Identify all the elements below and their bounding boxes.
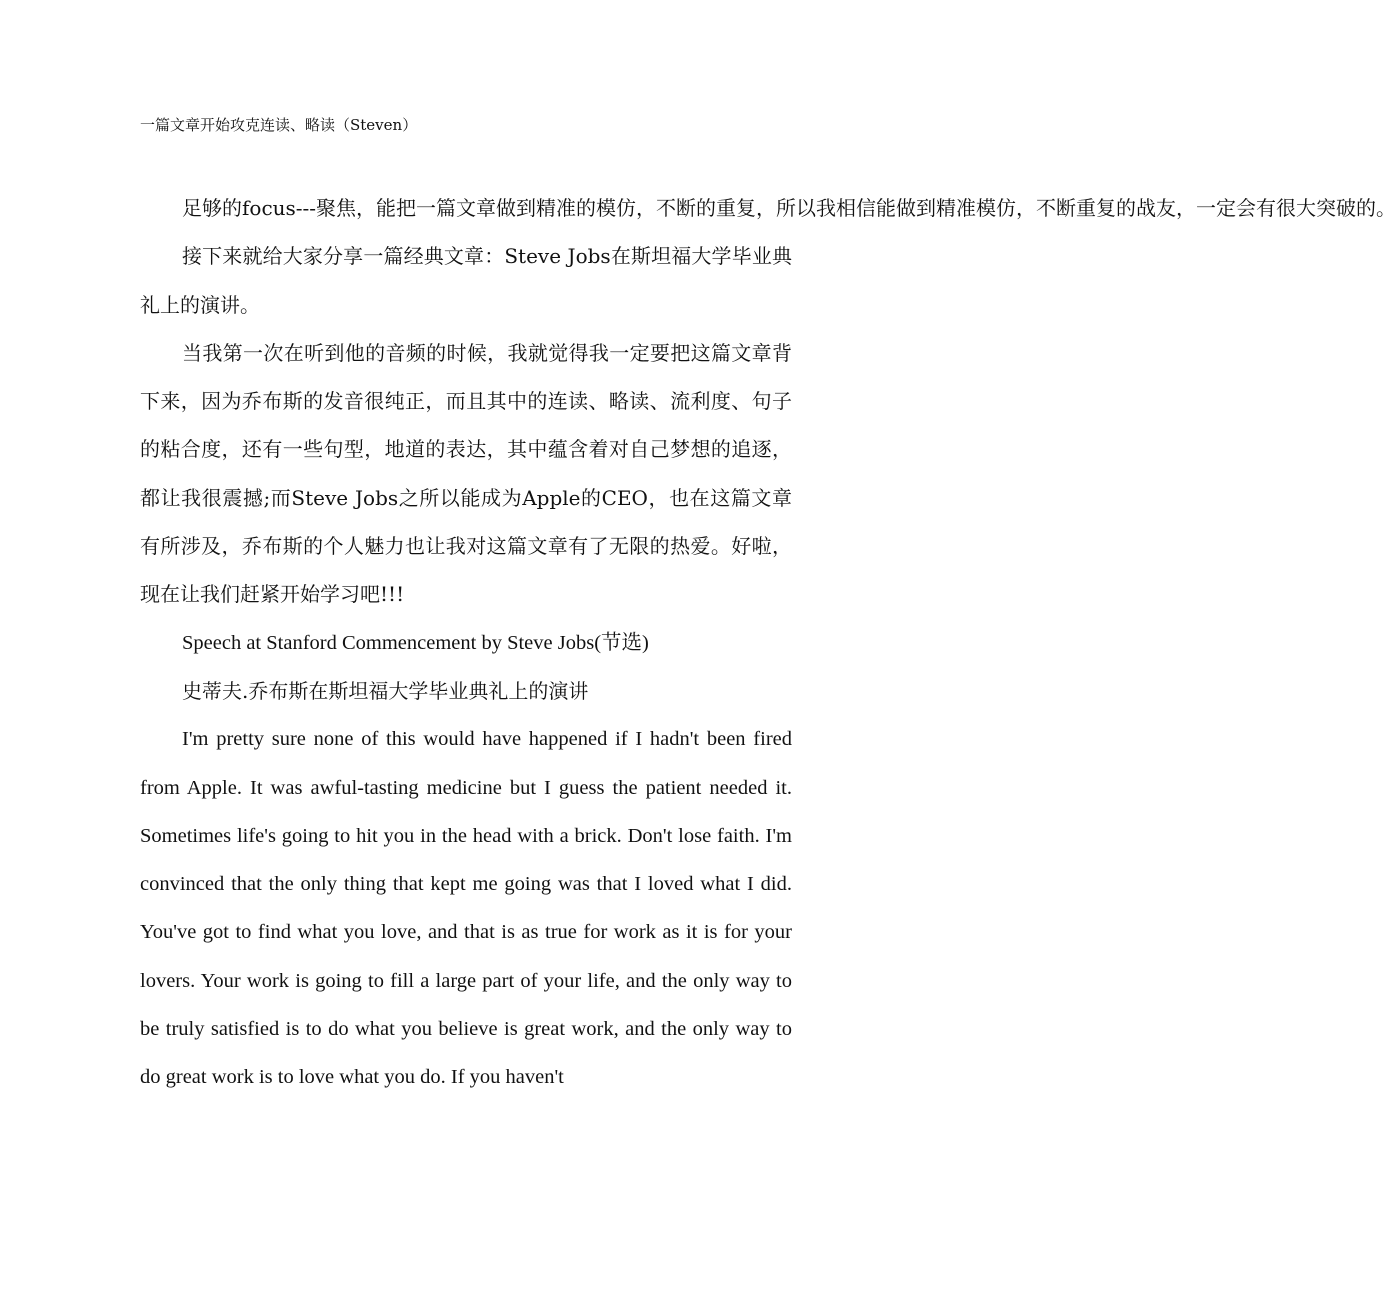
paragraph-reason: 当我第一次在听到他的音频的时候，我就觉得我一定要把这篇文章背下来，因为乔布斯的发音很纯正，而且其中的连读、略读、流利度、句子的粘合度，还有一些句型，地道的表达，其中蕴含着对自己梦想的追逐，都让我很震撼;而Steve Jobs之所以能成为Apple的CEO，也在这篇文章有所涉及，乔布斯的个人魅力也让我对这篇文章有了无限的热爱。好啦，现在让我们赶紧开始学习吧!!! [140,340,792,607]
document-header: 一篇文章开始攻克连读、略读（Steven） [140,116,418,134]
speech-title-english: Speech at Stanford Commencement by Steve Jobs(节选) [182,631,649,654]
document-body [140,184,1396,1102]
paragraph-intro: 接下来就给大家分享一篇经典文章：Steve Jobs在斯坦福大学毕业典礼上的演讲。 [140,244,792,317]
speech-excerpt: I'm pretty sure none of this would have happened if I hadn't been fired from Apple. It was awful-tasting medicine but I guess the patient needed it. Sometimes life's going to hit you in the head with a brick. Don't lose faith. I'm convinced that the only thing that kept me going was that I loved what I did. You've got to find what you love, and that is as true for work as it is for your lovers. Your work is going to fill a large part of your life, and the only way to be truly satisfied is to do what you believe is great work, and the only way to do great work is to love what you do. If you haven't [140,728,792,1089]
speech-title-chinese: 史蒂夫.乔布斯在斯坦福大学毕业典礼上的演讲 [182,678,589,703]
paragraph-focus: 足够的focus---聚焦，能把一篇文章做到精准的模仿，不断的重复，所以我相信能做到精准模仿，不断重复的战友，一定会有很大突破的。 [182,196,1396,220]
